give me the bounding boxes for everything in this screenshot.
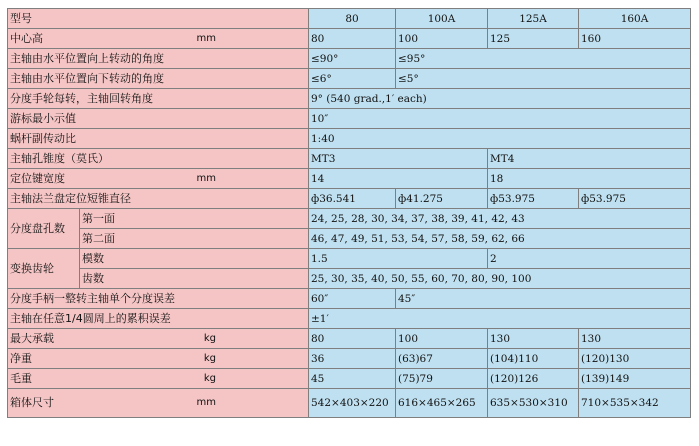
row-worm-ratio — [8, 129, 691, 149]
cell: MT3 — [309, 149, 488, 169]
row-change-gears-teeth — [8, 269, 691, 289]
cell: (63)67 — [396, 349, 488, 369]
model-100a: 100A — [396, 9, 488, 29]
cell: MT4 — [488, 149, 691, 169]
cell: (120)126 — [488, 369, 579, 389]
row-key-width — [8, 169, 691, 189]
row-box-size — [8, 389, 691, 418]
row-gross-weight — [8, 369, 691, 389]
header-row — [8, 9, 691, 29]
cell: 45″ — [396, 289, 691, 309]
change-gears-label: 变换齿轮 — [8, 249, 80, 289]
row-tilt-up — [8, 49, 691, 69]
cell: 80 — [309, 329, 396, 349]
row-label: 净重 kg — [8, 349, 309, 369]
side2-label: 第二面 — [80, 229, 309, 249]
cell: (75)79 — [396, 369, 488, 389]
row-label: 箱体尺寸 mm — [8, 389, 309, 418]
header-label: 型号 — [8, 9, 309, 29]
row-change-gears-module — [8, 249, 691, 269]
cell: 14 — [309, 169, 488, 189]
cell: 635×530×310 — [488, 389, 579, 418]
row-label: 毛重 kg — [8, 369, 309, 389]
cell: 542×403×220 — [309, 389, 396, 418]
cell: 2 — [488, 249, 691, 269]
cell: ф41.275 — [396, 189, 488, 209]
row-index-plate-side2 — [8, 229, 691, 249]
row-tilt-down — [8, 69, 691, 89]
row-single-error — [8, 289, 691, 309]
module-label: 模数 — [80, 249, 309, 269]
cell: 46, 47, 49, 51, 53, 54, 57, 58, 59, 62, 66 — [309, 229, 691, 249]
cell: ф53.975 — [488, 189, 579, 209]
row-label: 分度手柄一整转主轴单个分度误差 — [8, 289, 309, 309]
row-label: 主轴法兰盘定位短锥直径 — [8, 189, 309, 209]
row-flange-dia — [8, 189, 691, 209]
cell: ±1′ — [309, 309, 691, 329]
row-label: 游标最小示值 — [8, 109, 309, 129]
cell: ф36.541 — [309, 189, 396, 209]
row-spindle-taper — [8, 149, 691, 169]
teeth-label: 齿数 — [80, 269, 309, 289]
cell: 10″ — [309, 109, 691, 129]
row-center-height — [8, 29, 691, 49]
cell: 80 — [309, 29, 396, 49]
model-125a: 125A — [488, 9, 579, 29]
cell: 100 — [396, 29, 488, 49]
row-cumulative-error — [8, 309, 691, 329]
cell: 1.5 — [309, 249, 488, 269]
model-80: 80 — [309, 9, 396, 29]
side1-label: 第一面 — [80, 209, 309, 229]
row-label: 定位键宽度 mm — [8, 169, 309, 189]
row-label: 主轴孔锥度（莫氏） — [8, 149, 309, 169]
cell: 130 — [488, 329, 579, 349]
row-vernier-min — [8, 109, 691, 129]
spec-table-container — [7, 8, 691, 418]
cell: 18 — [488, 169, 691, 189]
cell: (104)110 — [488, 349, 579, 369]
cell: ≤5° — [396, 69, 691, 89]
cell: 36 — [309, 349, 396, 369]
spec-table — [7, 8, 691, 418]
cell: 1:40 — [309, 129, 691, 149]
row-index-plate-side1 — [8, 209, 691, 229]
cell: 60″ — [309, 289, 396, 309]
cell: ≤6° — [309, 69, 396, 89]
cell: 616×465×265 — [396, 389, 488, 418]
cell: 160 — [579, 29, 691, 49]
cell: 710×535×342 — [579, 389, 691, 418]
index-plate-label: 分度盘孔数 — [8, 209, 80, 249]
cell: ф53.975 — [579, 189, 691, 209]
row-label: 主轴由水平位置向下转动的角度 — [8, 69, 309, 89]
row-handwheel-angle — [8, 89, 691, 109]
row-label: 主轴由水平位置向上转动的角度 — [8, 49, 309, 69]
row-label: 主轴在任意1/4圆周上的累积误差 — [8, 309, 309, 329]
cell: 24, 25, 28, 30, 34, 37, 38, 39, 41, 42, 43 — [309, 209, 691, 229]
cell: 45 — [309, 369, 396, 389]
cell: ≤95° — [396, 49, 691, 69]
row-label: 最大承载 kg — [8, 329, 309, 349]
cell: 100 — [396, 329, 488, 349]
cell: 130 — [579, 329, 691, 349]
cell: 125 — [488, 29, 579, 49]
row-label: 蜗杆副传动比 — [8, 129, 309, 149]
row-max-load — [8, 329, 691, 349]
cell: ≤90° — [309, 49, 396, 69]
cell: (120)130 — [579, 349, 691, 369]
cell: (139)149 — [579, 369, 691, 389]
row-label: 中心高 mm — [8, 29, 309, 49]
row-net-weight — [8, 349, 691, 369]
cell: 25, 30, 35, 40, 50, 55, 60, 70, 80, 90, 100 — [309, 269, 691, 289]
model-160a: 160A — [579, 9, 691, 29]
cell: 9° (540 grad.,1′ each) — [309, 89, 691, 109]
row-label: 分度手轮每转，主轴回转角度 — [8, 89, 309, 109]
